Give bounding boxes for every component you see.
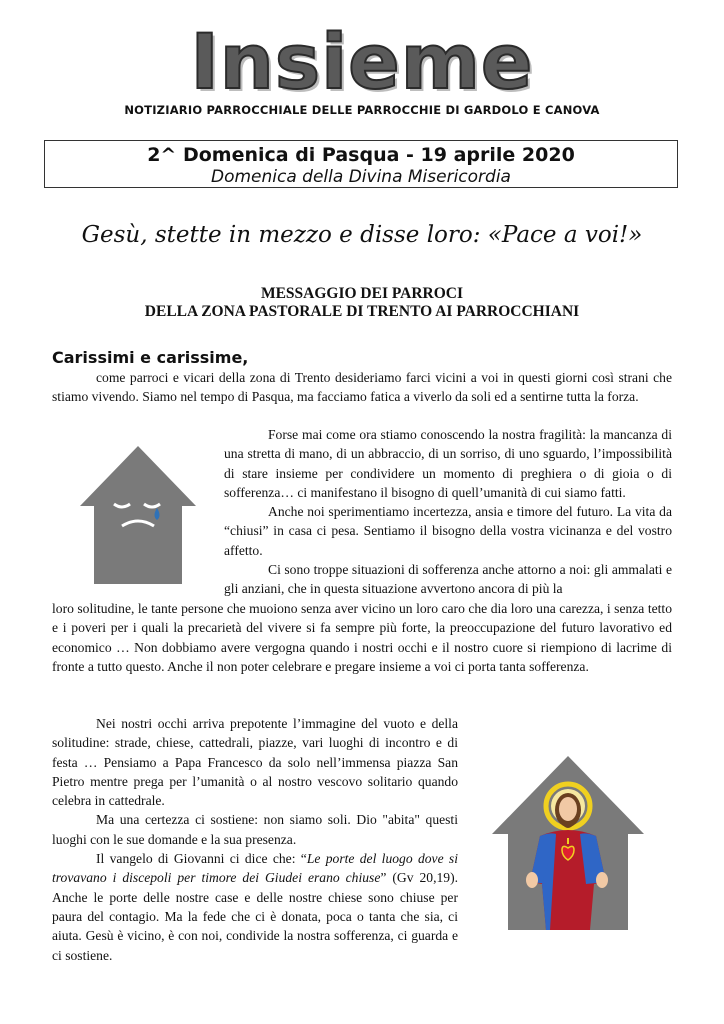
sacred-heart-house-icon <box>490 754 646 932</box>
paragraph-block-4 <box>52 714 458 965</box>
message-title-line1: MESSAGGIO DEI PARROCI <box>260 285 464 302</box>
paragraph-block-2 <box>224 425 672 599</box>
paragraph-7-rest: ” (Gv 20,19). Anche le porte delle nostre case e delle nostre chiese sono chiuse per paura del contagio. Ma la fede che ci è donata, poca o tanta che sia, ci aiuta. Gesù è vicino, è con noi, condivide la nostra sofferenza, ci guarda e ci sostiene. <box>52 870 458 963</box>
date-line: 2^ Domenica di Pasqua - 19 aprile 2020 <box>147 144 575 166</box>
paragraph-5: Nei nostri occhi arriva prepotente l’immagine del vuoto e della solitudine: strade, chiese, cattedrali, piazze, vari luoghi di incontro e di festa … Pensiamo a Papa Francesco da solo nell’immensa piazza San Pietro mentre prega per l’umanità o al nostro vescovo solitario quando celebra in cattedrale. <box>52 716 458 809</box>
masthead-subtitle: NOTIZIARIO PARROCCHIALE DELLE PARROCCHIE DI GARDOLO E CANOVA <box>124 103 600 117</box>
date-box <box>44 140 678 188</box>
paragraph-3: Anche noi sperimentiamo incertezza, ansia e timore del futuro. La vita da “chiusi” in casa ci pesa. Sentiamo il bisogno della vostra vicinanza e del vostro affetto. <box>224 504 672 558</box>
message-title <box>0 285 724 321</box>
message-title-line2: DELLA ZONA PASTORALE DI TRENTO AI PARROCCHIANI <box>144 303 580 320</box>
feast-line: Domenica della Divina Misericordia <box>211 167 511 187</box>
greeting: Carissimi e carissime, <box>52 348 249 367</box>
sad-house-icon <box>78 444 198 586</box>
paragraph-block-1 <box>52 368 672 407</box>
paragraph-7 <box>52 849 458 965</box>
paragraph-4-start: Ci sono troppe situazioni di sofferenza anche attorno a noi: gli ammalati e gli anziani, che in questa situazione avvertono ancora di più la <box>224 562 672 597</box>
gospel-quote: Gesù, stette in mezzo e disse loro: «Pace a voi!» <box>81 222 643 248</box>
masthead-title: Insieme <box>190 17 534 106</box>
paragraph-4-continued: loro solitudine, le tante persone che muoiono senza aver vicino un loro caro che dia loro una carezza, i senza tetto e i poveri per i quali la precarietà del vivere si fa sempre più forte, la preoccupazione del futuro lavorativo ed economico … Non dobbiamo avere vergogna quando i nostri occhi e il nostro cuore si riempiono di lacrime di fronte a tutto questo. Anche il non poter celebrare e pregare insieme a voi ci porta tanta sofferenza. <box>52 601 672 674</box>
paragraph-7-lead: Il vangelo di Giovanni ci dice che: “ <box>96 851 307 867</box>
paragraph-6: Ma una certezza ci sostiene: non siamo soli. Dio "abita" questi luoghi con le sue domande e la sua presenza. <box>52 812 458 847</box>
paragraph-2: Forse mai come ora stiamo conoscendo la nostra fragilità: la mancanza di una stretta di mano, di un abbraccio, di un sorriso, di uno sguardo, l’impossibilità di stare insieme per condividere un momento di preghiera o di gioia o di sofferenza… ci manifestano il bisogno di quell’umanità di cui siamo fatti. <box>224 427 672 500</box>
paragraph-block-3 <box>52 599 672 676</box>
paragraph-1: come parroci e vicari della zona di Trento desideriamo farci vicini a voi in questi giorni così strani che stiamo vivendo. Siamo nel tempo di Pasqua, ma facciamo fatica a viverlo da soli ed a sentirne tutta la forza. <box>52 370 672 405</box>
paragraph-7-citation: Le porte del luogo dove si trovavano i discepoli per timore dei Giudei erano chiuse <box>52 851 458 886</box>
